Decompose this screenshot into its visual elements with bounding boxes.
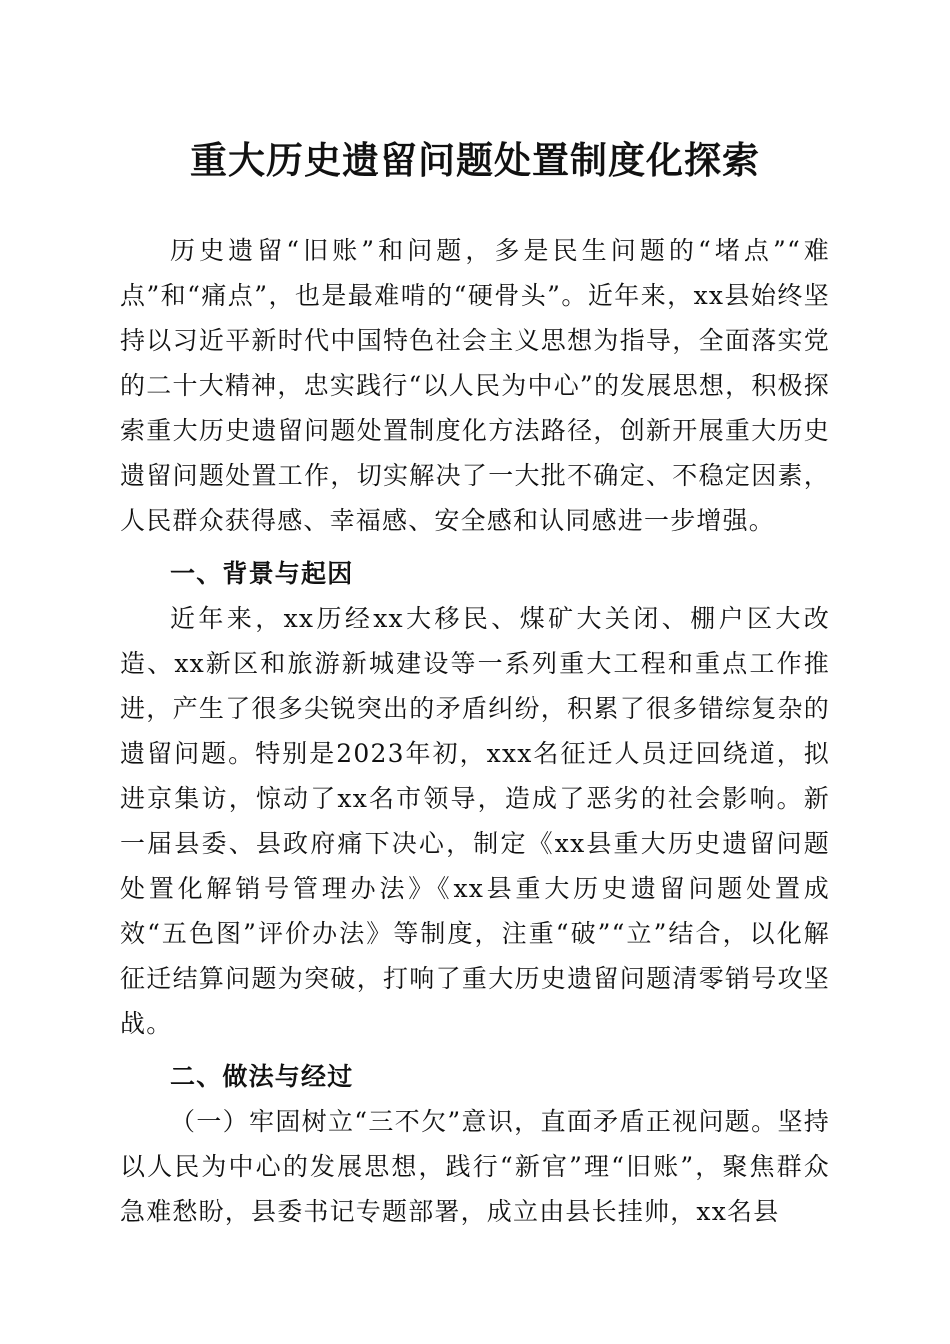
section-heading-approach: 二、做法与经过 <box>170 1062 354 1091</box>
section-heading-background: 一、背景与起因 <box>170 559 354 588</box>
background-paragraph: 近年来，xx历经xx大移民、煤矿大关闭、棚户区大改造、xx新区和旅游新城建设等一系列重大工程和重点工作推进，产生了很多尖锐突出的矛盾纠纷，积累了很多错综复杂的遗留问题。特别是2023年初，xxx名征迁人员迂回绕道，拟进京集访，惊动了xx名市领导，造成了恶劣的社会影响。新一届县委、县政府痛下决心，制定《xx县重大历史遗留问题处置化解销号管理办法》《xx县重大历史遗留问题处置成效“五色图”评价办法》等制度，注重“破”“立”结合，以化解征迁结算问题为突破，打响了重大历史遗留问题清零销号攻坚战。 <box>120 604 830 1038</box>
document-body <box>120 228 830 1234</box>
intro-paragraph: 历史遗留“旧账”和问题，多是民生问题的“堵点”“难点”和“痛点”，也是最难啃的“硬骨头”。近年来，xx县始终坚持以习近平新时代中国特色社会主义思想为指导，全面落实党的二十大精神，忠实践行“以人民为中心”的发展思想，积极探索重大历史遗留问题处置制度化方法路径，创新开展重大历史遗留问题处置工作，切实解决了一大批不确定、不稳定因素，人民群众获得感、幸福感、安全感和认同感进一步增强。 <box>120 236 830 535</box>
document-title: 重大历史遗留问题处置制度化探索 <box>190 138 760 182</box>
approach-paragraph: （一）牢固树立“三不欠”意识，直面矛盾正视问题。坚持以人民为中心的发展思想，践行“新官”理“旧账”，聚焦群众急难愁盼，县委书记专题部署，成立由县长挂帅，xx名县 <box>120 1107 830 1226</box>
